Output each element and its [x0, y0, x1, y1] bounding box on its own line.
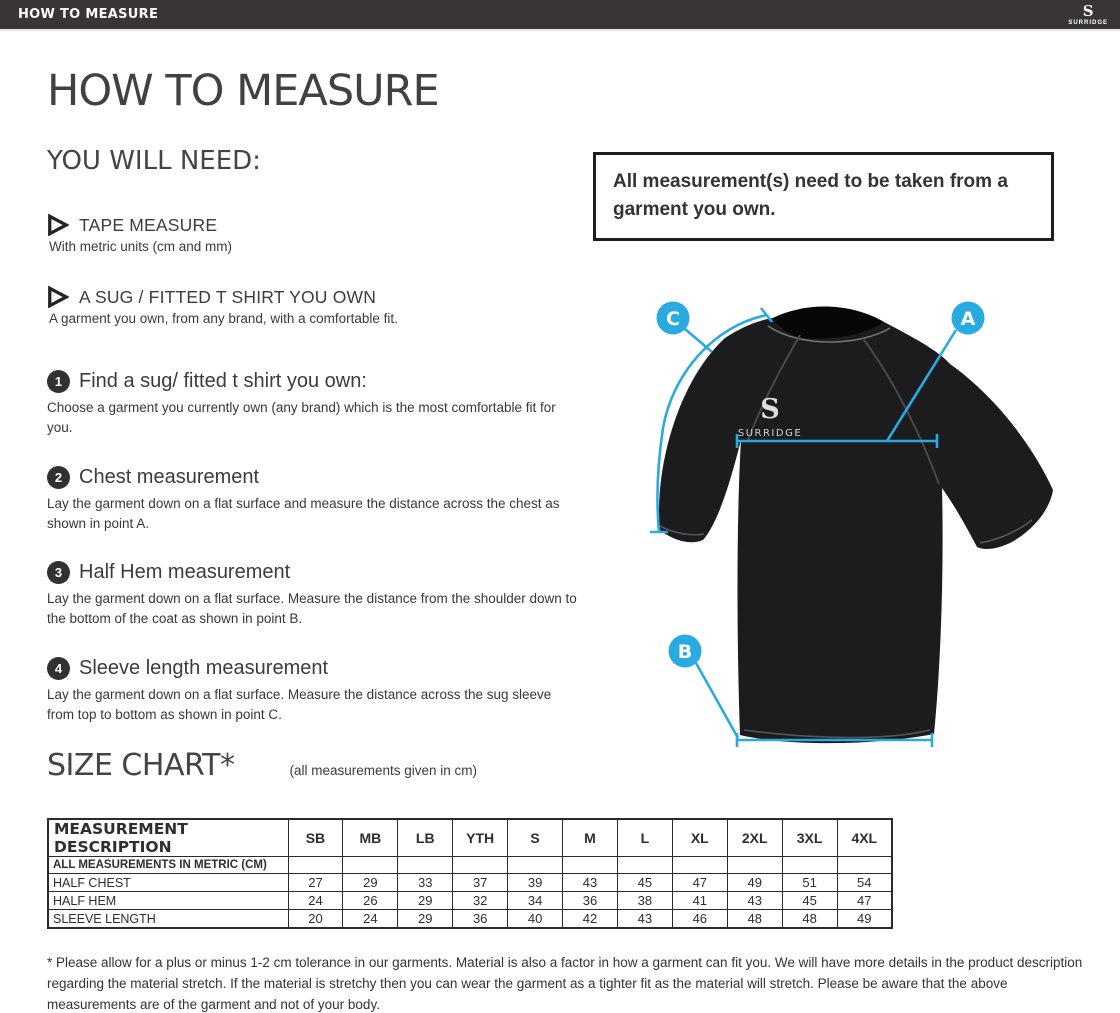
size-chart-subtitle: (all measurements given in cm)	[289, 763, 478, 778]
table-cell: S	[508, 819, 563, 857]
table-cell: YTH	[453, 819, 508, 857]
instructions-column	[47, 146, 592, 752]
table-cell: 51	[782, 874, 837, 892]
need-item-desc: With metric units (cm and mm)	[49, 239, 233, 254]
step-number-badge: 2	[47, 466, 70, 489]
table-cell: 33	[398, 874, 453, 892]
empty-cell	[508, 857, 563, 874]
top-bar	[0, 0, 1120, 31]
step-number-badge: 1	[47, 370, 70, 393]
table-cell: 24	[343, 910, 398, 929]
table-cell: 27	[288, 874, 343, 892]
table-cell: 3XL	[782, 819, 837, 857]
step-number-badge: 3	[47, 561, 70, 584]
hem-pointer-line	[696, 663, 738, 738]
table-cell: 40	[508, 910, 563, 929]
table-cell: 43	[617, 910, 672, 929]
step-title: Chest measurement	[79, 465, 260, 488]
need-item-fitted-tshirt	[47, 286, 592, 326]
row-label: HALF CHEST	[48, 874, 288, 892]
table-cell: 42	[563, 910, 618, 929]
table-cell: XL	[672, 819, 727, 857]
step-3	[47, 561, 592, 630]
surridge-logo	[1068, 1, 1108, 26]
steps-list	[47, 370, 592, 725]
step-title: Sleeve length measurement	[79, 656, 329, 679]
table-cell: 29	[398, 910, 453, 929]
table-cell: 49	[837, 910, 892, 929]
table-cell: 26	[343, 892, 398, 910]
you-will-need-heading: YOU WILL NEED:	[47, 146, 261, 176]
tshirt-body	[659, 308, 1053, 743]
label-c: C	[666, 308, 680, 330]
column-header-description: MEASUREMENT DESCRIPTION	[48, 819, 288, 857]
table-cell: 45	[617, 874, 672, 892]
table-cell: 47	[672, 874, 727, 892]
shirt-logo-wordmark: SURRIDGE	[737, 428, 803, 439]
table-header-row	[48, 819, 892, 857]
table-cell: MB	[343, 819, 398, 857]
step-description: Lay the garment down on a flat surface and measure the distance across the chest as shown in point A.	[47, 495, 560, 531]
table-cell: 43	[727, 892, 782, 910]
step-number-badge: 4	[47, 657, 70, 680]
need-item-tape-measure	[47, 214, 592, 254]
table-cell: 47	[837, 892, 892, 910]
table-cell: 45	[782, 892, 837, 910]
table-cell: SB	[288, 819, 343, 857]
table-cell: 48	[727, 910, 782, 929]
table-cell: M	[563, 819, 618, 857]
table-cell: 20	[288, 910, 343, 929]
empty-cell	[727, 857, 782, 874]
table-cell: 36	[453, 910, 508, 929]
table-cell: 54	[837, 874, 892, 892]
surridge-s-icon: S	[1082, 1, 1094, 20]
label-b: B	[677, 641, 693, 663]
surridge-wordmark: SURRIDGE	[1068, 19, 1108, 26]
table-cell: 43	[563, 874, 618, 892]
page-title: HOW TO MEASURE	[47, 66, 439, 116]
tolerance-footnote: * Please allow for a plus or minus 1-2 cm tolerance in our garments. Material is also a factor in how a garment can fit you. We will have more details in the product description regarding the material stretch. If the material is stretchy then you can wear the garment as a tighter fit as the material will stretch. Please be aware that the above measurements are of the garment and not of your body.	[47, 954, 1083, 1013]
table-cell: LB	[398, 819, 453, 857]
row-label: HALF HEM	[48, 892, 288, 910]
step-description: Choose a garment you currently own (any brand) which is the most comfortable fit for you.	[47, 400, 556, 436]
table-row-sleeve-length	[48, 910, 892, 929]
need-item-title: A SUG / FITTED T SHIRT YOU OWN	[79, 286, 377, 307]
triangle-bullet-icon	[47, 214, 69, 236]
table-cell: 48	[782, 910, 837, 929]
step-title: Half Hem measurement	[79, 561, 291, 583]
table-cell: L	[617, 819, 672, 857]
table-cell: 4XL	[837, 819, 892, 857]
table-cell: 29	[398, 892, 453, 910]
empty-cell	[782, 857, 837, 874]
table-cell: 2XL	[727, 819, 782, 857]
empty-cell	[837, 857, 892, 874]
table-row-half-chest	[48, 874, 892, 892]
table-cell: 32	[453, 892, 508, 910]
tshirt-measurement-diagram	[600, 288, 1090, 780]
table-cell: 39	[508, 874, 563, 892]
empty-cell	[617, 857, 672, 874]
step-title: Find a sug/ fitted t shirt you own:	[79, 370, 367, 392]
empty-cell	[563, 857, 618, 874]
table-cell: 49	[727, 874, 782, 892]
size-chart-header	[47, 748, 477, 783]
table-cell: 36	[563, 892, 618, 910]
metric-note-row	[48, 857, 892, 874]
metric-note-cell: ALL MEASUREMENTS IN METRIC (CM)	[48, 857, 288, 874]
label-a: A	[960, 308, 976, 330]
empty-cell	[453, 857, 508, 874]
measurement-notice-box: All measurement(s) need to be taken from a garment you own.	[593, 152, 1054, 241]
table-row-half-hem	[48, 892, 892, 910]
need-item-title: TAPE MEASURE	[79, 214, 218, 235]
size-chart-title: SIZE CHART*	[47, 748, 235, 783]
empty-cell	[343, 857, 398, 874]
triangle-bullet-icon	[47, 286, 69, 308]
row-label: SLEEVE LENGTH	[48, 910, 288, 929]
step-4	[47, 657, 592, 726]
table-cell: 34	[508, 892, 563, 910]
table-cell: 46	[672, 910, 727, 929]
step-description: Lay the garment down on a flat surface. Measure the distance from the shoulder down to the bottom of the coat as shown in point B.	[47, 591, 577, 627]
sleeve-pointer-line	[685, 329, 712, 352]
size-chart-table	[47, 818, 893, 929]
empty-cell	[288, 857, 343, 874]
table-cell: 41	[672, 892, 727, 910]
step-2	[47, 466, 592, 535]
top-bar-title: HOW TO MEASURE	[18, 7, 159, 22]
empty-cell	[398, 857, 453, 874]
table-cell: 37	[453, 874, 508, 892]
table-cell: 24	[288, 892, 343, 910]
table-cell: 29	[343, 874, 398, 892]
table-cell: 38	[617, 892, 672, 910]
need-item-desc: A garment you own, from any brand, with a comfortable fit.	[49, 311, 398, 326]
empty-cell	[672, 857, 727, 874]
shirt-logo-s: S	[760, 394, 780, 425]
step-description: Lay the garment down on a flat surface. Measure the distance across the sug sleeve from top to bottom as shown in point C.	[47, 686, 552, 722]
step-1	[47, 370, 592, 439]
